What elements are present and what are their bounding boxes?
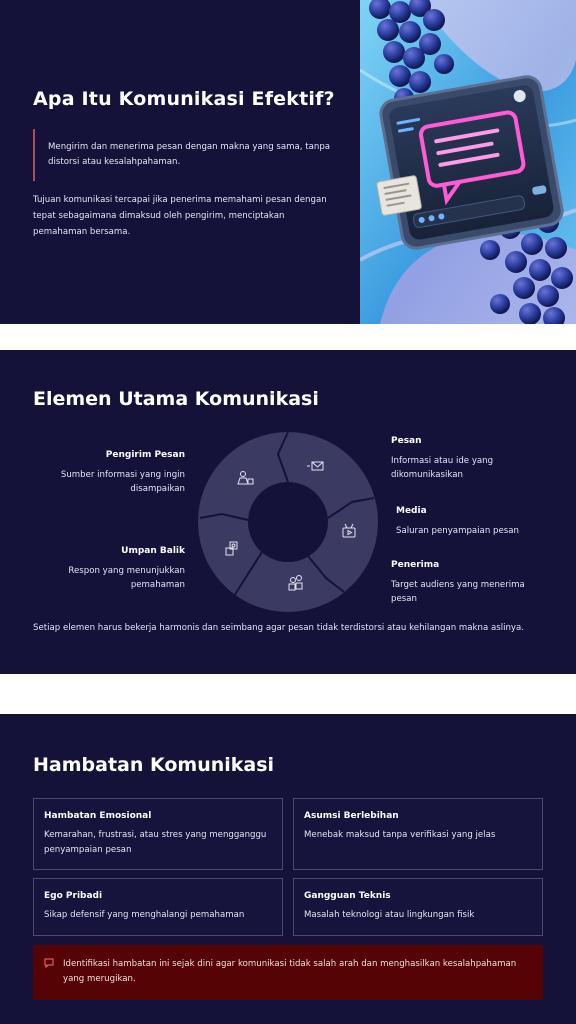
element-title: Media: [396, 506, 427, 516]
element-desc: Saluran penyampaian pesan: [396, 525, 519, 536]
element-pengirim-pesan: [40, 448, 185, 497]
warning-callout: [33, 945, 543, 1000]
element-pesan: [391, 434, 541, 483]
barrier-card-emosional: [33, 798, 283, 870]
warning-text: Identifikasi hambatan ini sejak dini agar komunikasi tidak salah arah dan menghasilkan kesalahpahaman yang merugikan.: [63, 959, 517, 984]
slide-title: Elemen Utama Komunikasi: [33, 388, 319, 410]
slide-hambatan-komunikasi: [0, 714, 576, 1024]
slide-elemen-komunikasi: [0, 350, 576, 674]
card-desc: Menebak maksud tanpa verifikasi yang jelas: [304, 830, 496, 840]
element-desc: Informasi atau ide yang dikomunikasikan: [391, 455, 494, 480]
element-desc: Sumber informasi yang ingin disampaikan: [60, 469, 185, 494]
card-title: Ego Pribadi: [44, 891, 103, 901]
card-desc: Sikap defensif yang menghalangi pemahaman: [44, 910, 245, 920]
card-title: Asumsi Berlebihan: [304, 811, 399, 821]
slide-title: Apa Itu Komunikasi Efektif?: [33, 88, 335, 110]
slide-komunikasi-efektif: [0, 0, 576, 324]
slide-title: Hambatan Komunikasi: [33, 754, 275, 776]
card-desc: Kemarahan, frustrasi, atau stres yang mengganggu penyampaian pesan: [44, 830, 267, 855]
warning-icon: [44, 958, 54, 968]
element-desc: Target audiens yang menerima pesan: [391, 579, 525, 604]
element-desc: Respon yang menunjukkan pemahaman: [68, 565, 185, 590]
communication-cycle-diagram: [196, 432, 380, 612]
element-title: Penerima: [391, 560, 440, 570]
element-title: Umpan Balik: [121, 546, 185, 556]
barrier-card-teknis: [293, 878, 543, 936]
element-media: [396, 504, 546, 538]
element-title: Pengirim Pesan: [105, 450, 185, 460]
harmony-note: Setiap elemen harus bekerja harmonis dan seimbang agar pesan tidak terdistorsi atau kehilangan makna aslinya.: [33, 623, 525, 633]
barrier-card-ego: [33, 878, 283, 936]
barrier-card-asumsi: [293, 798, 543, 870]
element-penerima: [391, 558, 541, 607]
element-umpan-balik: [40, 544, 185, 593]
card-title: Hambatan Emosional: [44, 811, 152, 821]
card-title: Gangguan Teknis: [304, 891, 391, 901]
definition-quote: Mengirim dan menerima pesan dengan makna yang sama, tanpa distorsi atau kesalahpahaman.: [33, 129, 333, 181]
body-text: Tujuan komunikasi tercapai jika penerima memahami pesan dengan tepat sebagaimana dimaksud oleh pengirim, menciptakan pemahaman bersama.: [33, 195, 327, 237]
card-desc: Masalah teknologi atau lingkungan fisik: [304, 910, 475, 920]
smartphone-chat-illustration: [360, 0, 576, 324]
element-title: Pesan: [391, 436, 422, 446]
